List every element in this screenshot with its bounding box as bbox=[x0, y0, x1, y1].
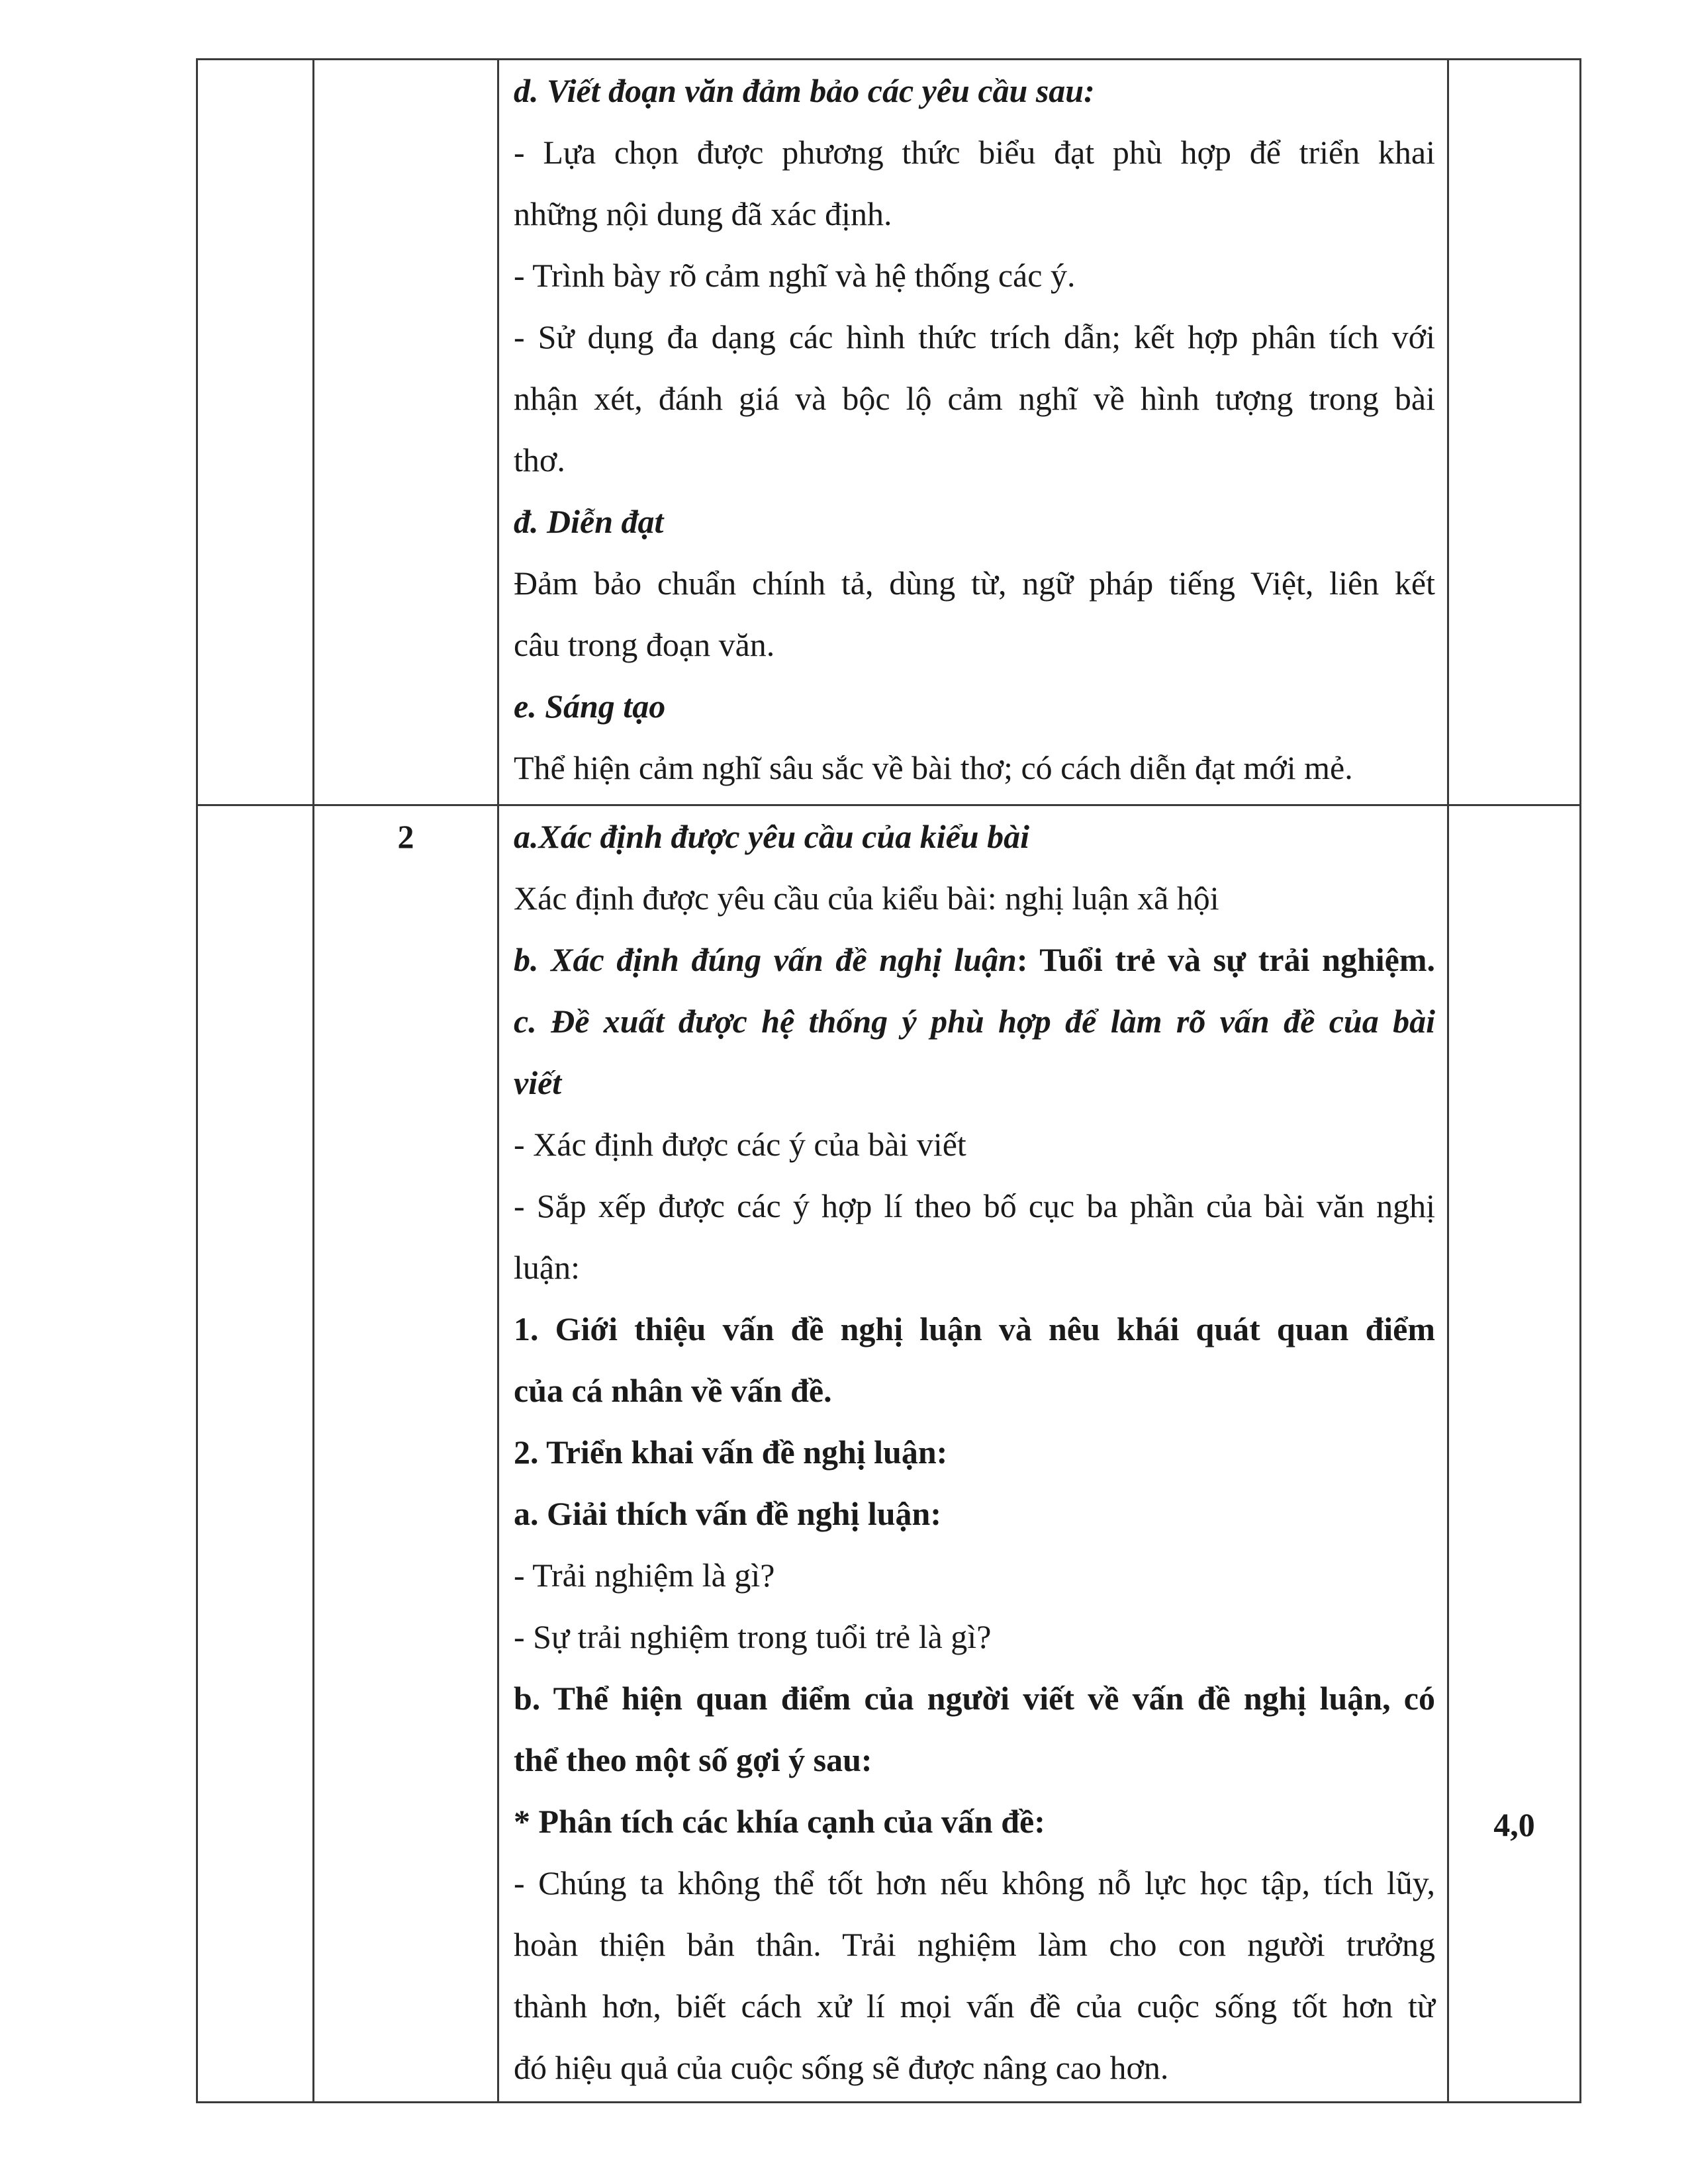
criteria-text: đ. Diễn đạt bbox=[514, 503, 664, 540]
criteria-text: 1. Giới thiệu vấn đề nghị luận và nêu khái quát quan điểm bbox=[514, 1310, 1435, 1347]
criteria-text: - Trình bày rõ cảm nghĩ và hệ thống các ý. bbox=[514, 257, 1076, 294]
section-cell bbox=[197, 805, 314, 2103]
criteria-line bbox=[514, 1360, 1435, 1422]
criteria-line bbox=[514, 60, 1435, 122]
criteria-line bbox=[514, 491, 1435, 553]
criteria-line bbox=[514, 1422, 1435, 1483]
score-cell bbox=[1448, 805, 1581, 2103]
criteria-text: - Chúng ta không thể tốt hơn nếu không nỗ lực học tập, tích lũy, bbox=[514, 1864, 1435, 1901]
criteria-text: e. Sáng tạo bbox=[514, 688, 666, 725]
criteria-line bbox=[514, 1483, 1435, 1545]
criteria-text: - Trải nghiệm là gì? bbox=[514, 1557, 775, 1594]
criteria-cell bbox=[498, 805, 1448, 2103]
criteria-line bbox=[514, 737, 1435, 799]
criteria-text: câu trong đoạn văn. bbox=[514, 626, 775, 663]
table-row bbox=[197, 805, 1581, 2103]
criteria-text: thơ. bbox=[514, 441, 565, 478]
criteria-line bbox=[514, 676, 1435, 737]
score-cell bbox=[1448, 60, 1581, 805]
criteria-text: thành hơn, biết cách xử lí mọi vấn đề của cuộc sống tốt hơn từ bbox=[514, 1987, 1435, 2025]
criteria-topic: : Tuổi trẻ và sự trải nghiệm. bbox=[1016, 941, 1435, 978]
criteria-text: 2. Triển khai vấn đề nghị luận: bbox=[514, 1433, 948, 1471]
criteria-text: - Sử dụng đa dạng các hình thức trích dẫn; kết hợp phân tích với bbox=[514, 318, 1435, 355]
score-value: 4,0 bbox=[1493, 1806, 1535, 1843]
criteria-line bbox=[514, 1976, 1435, 2037]
criteria-text: đó hiệu quả của cuộc sống sẽ được nâng cao hơn. bbox=[514, 2049, 1169, 2086]
criteria-line bbox=[514, 553, 1435, 614]
criteria-text: * Phân tích các khía cạnh của vấn đề: bbox=[514, 1803, 1045, 1840]
criteria-line bbox=[514, 1852, 1435, 1914]
criteria-text: nhận xét, đánh giá và bộc lộ cảm nghĩ về hình tượng trong bài bbox=[514, 380, 1435, 417]
criteria-line bbox=[514, 306, 1435, 368]
criteria-text: - Xác định được các ý của bài viết bbox=[514, 1126, 966, 1163]
criteria-text: b. Thể hiện quan điểm của người viết về vấn đề nghị luận, có bbox=[514, 1680, 1435, 1717]
criteria-text: của cá nhân về vấn đề. bbox=[514, 1372, 832, 1409]
criteria-line bbox=[514, 245, 1435, 306]
criteria-line bbox=[514, 806, 1435, 868]
criteria-line bbox=[514, 1237, 1435, 1298]
criteria-line bbox=[514, 430, 1435, 491]
criteria-line bbox=[514, 1668, 1435, 1729]
criteria-text: - Sắp xếp được các ý hợp lí theo bố cục ba phần của bài văn nghị bbox=[514, 1187, 1435, 1224]
criteria-line bbox=[514, 614, 1435, 676]
criteria-line bbox=[514, 1175, 1435, 1237]
criteria-line bbox=[514, 929, 1435, 991]
criteria-text: viết bbox=[514, 1064, 562, 1101]
criteria-text: Đảm bảo chuẩn chính tả, dùng từ, ngữ pháp tiếng Việt, liên kết bbox=[514, 565, 1435, 602]
criteria-text: những nội dung đã xác định. bbox=[514, 195, 892, 232]
question-number-cell bbox=[314, 805, 498, 2103]
criteria-text: a.Xác định được yêu cầu của kiểu bài bbox=[514, 818, 1030, 855]
criteria-text: a. Giải thích vấn đề nghị luận: bbox=[514, 1495, 941, 1532]
criteria-line bbox=[514, 1298, 1435, 1360]
criteria-line bbox=[514, 122, 1435, 183]
criteria-text: c. Đề xuất được hệ thống ý phù hợp để làm rõ vấn đề của bài bbox=[514, 1003, 1435, 1040]
question-number-cell bbox=[314, 60, 498, 805]
section-cell bbox=[197, 60, 314, 805]
table-row bbox=[197, 60, 1581, 805]
grading-table bbox=[196, 58, 1581, 2103]
criteria-list bbox=[514, 60, 1435, 799]
criteria-text: b. Xác định đúng vấn đề nghị luận bbox=[514, 941, 1017, 978]
criteria-line bbox=[514, 1114, 1435, 1175]
criteria-line bbox=[514, 1545, 1435, 1606]
criteria-text: Thể hiện cảm nghĩ sâu sắc về bài thơ; có cách diễn đạt mới mẻ. bbox=[514, 749, 1353, 786]
criteria-text: Xác định được yêu cầu của kiểu bài: nghị luận xã hội bbox=[514, 880, 1219, 917]
criteria-text: - Sự trải nghiệm trong tuổi trẻ là gì? bbox=[514, 1618, 992, 1655]
criteria-line bbox=[514, 868, 1435, 929]
criteria-line bbox=[514, 2037, 1435, 2099]
criteria-line bbox=[514, 1729, 1435, 1791]
criteria-text: hoàn thiện bản thân. Trải nghiệm làm cho con người trưởng bbox=[514, 1926, 1435, 1963]
criteria-text: - Lựa chọn được phương thức biểu đạt phù hợp để triển khai bbox=[514, 134, 1435, 171]
score-wrap bbox=[1449, 806, 1579, 2101]
question-number: 2 bbox=[397, 818, 414, 855]
criteria-text: thể theo một số gợi ý sau: bbox=[514, 1741, 872, 1778]
criteria-line bbox=[514, 1052, 1435, 1114]
criteria-text: d. Viết đoạn văn đảm bảo các yêu cầu sau: bbox=[514, 72, 1095, 109]
criteria-line bbox=[514, 1606, 1435, 1668]
criteria-list bbox=[514, 806, 1435, 2099]
criteria-line bbox=[514, 1791, 1435, 1852]
criteria-line bbox=[514, 1914, 1435, 1976]
criteria-line bbox=[514, 368, 1435, 430]
criteria-cell bbox=[498, 60, 1448, 805]
criteria-text: luận: bbox=[514, 1249, 580, 1286]
criteria-line bbox=[514, 183, 1435, 245]
criteria-line bbox=[514, 991, 1435, 1052]
